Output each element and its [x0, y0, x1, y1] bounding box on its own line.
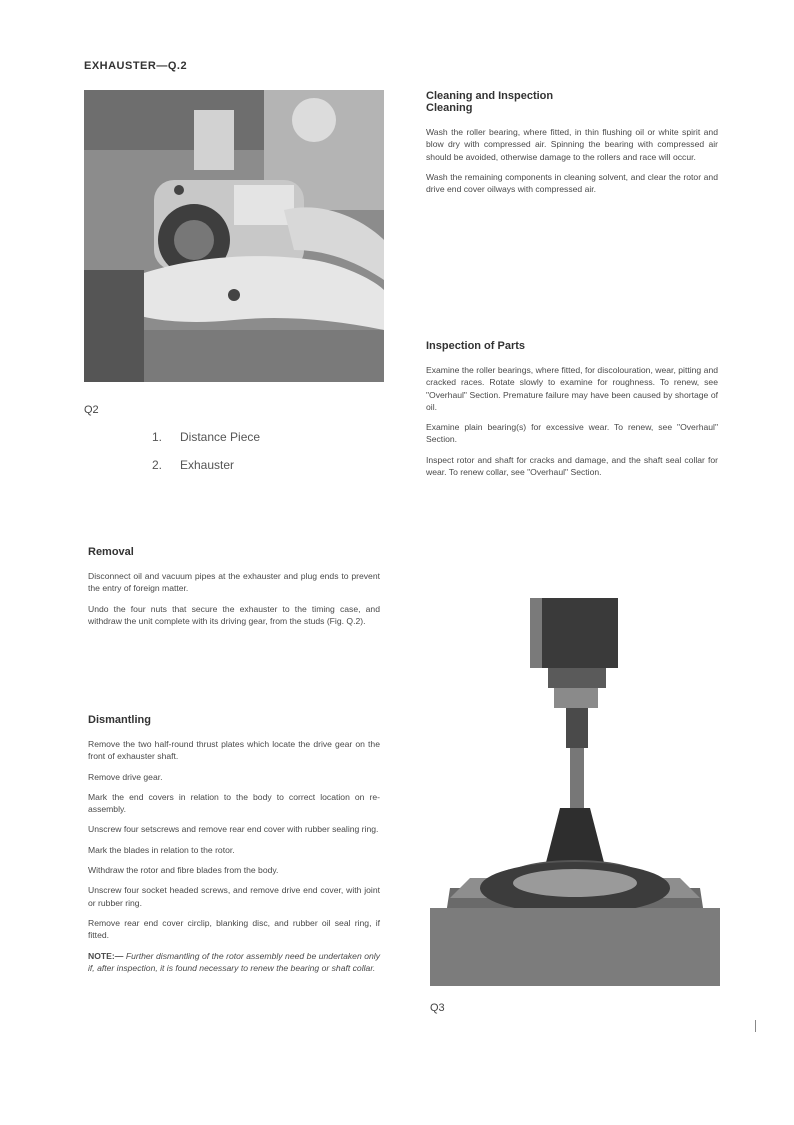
- figure-caption-q3: Q3: [430, 1002, 445, 1014]
- section-title-inspection: Inspection of Parts: [426, 340, 526, 352]
- paragraph: Examine the roller bearings, where fitted, for discolouration, wear, pitting and cracked races. Rotate slowly to examine for roughness. To renew, see "Overhaul" Section. Premature failure may have been caused by shortage of oil.: [426, 365, 718, 412]
- page-edge-mark: [755, 1020, 756, 1032]
- paragraph: Remove drive gear.: [88, 771, 163, 782]
- figure-legend-q2: [152, 430, 260, 472]
- removal-section: [88, 546, 380, 635]
- section-title-removal: Removal: [88, 546, 134, 558]
- legend-label: Distance Piece: [180, 430, 261, 444]
- section-title-dismantling: Dismantling: [88, 714, 151, 726]
- figure-caption-q2: Q2: [84, 404, 99, 416]
- exhauster-photo-illustration: [84, 90, 384, 382]
- paragraph: Unscrew four socket headed screws, and remove drive end cover, with joint or rubber ring.: [88, 885, 380, 908]
- rotor-photo-q3: [430, 578, 720, 986]
- paragraph: Wash the roller bearing, where fitted, in thin flushing oil or white spirit and blow dry with compressed air. Spinning the bearing with compressed air should be avoided, otherwise damage to the rollers and race will occur.: [426, 127, 718, 162]
- section-subtitle-cleaning: Cleaning: [426, 102, 473, 114]
- note-label: NOTE:—: [88, 950, 124, 961]
- paragraph: Mark the blades in relation to the rotor.: [88, 844, 235, 855]
- cleaning-section: [426, 90, 718, 203]
- legend-number: 2.: [152, 458, 163, 472]
- legend-number: 1.: [152, 430, 163, 444]
- paragraph: Unscrew four setscrews and remove rear end cover with rubber sealing ring.: [88, 824, 379, 835]
- exhauster-photo-q2: [84, 90, 384, 382]
- legend-item: [152, 430, 260, 444]
- dismantling-section: [88, 714, 380, 982]
- paragraph: Mark the end covers in relation to the body to correct location on re-assembly.: [88, 791, 380, 815]
- legend-item: [152, 458, 260, 472]
- paragraph: Examine plain bearing(s) for excessive wear. To renew, see "Overhaul" Section.: [426, 422, 718, 445]
- paragraph: Wash the remaining components in cleaning solvent, and clear the rotor and drive end cover oilways with compressed air.: [426, 171, 718, 195]
- rotor-photo-illustration: [430, 578, 720, 986]
- paragraph: Remove the two half-round thrust plates which locate the drive gear on the front of exhauster shaft.: [88, 739, 380, 762]
- legend-label: Exhauster: [180, 458, 235, 472]
- page-header: EXHAUSTER—Q.2: [84, 60, 188, 72]
- paragraph: Remove rear end cover circlip, blanking disc, and rubber oil seal ring, if fitted.: [88, 917, 380, 941]
- note-text: Further dismantling of the rotor assembly need be undertaken only if, after inspection, it is found necessary to renew the bearing or shaft collar.: [88, 950, 380, 973]
- inspection-section: [426, 340, 718, 486]
- section-title-cleaning-inspection: Cleaning and Inspection: [426, 90, 554, 102]
- paragraph: Withdraw the rotor and fibre blades from the body.: [88, 865, 279, 876]
- paragraph: Inspect rotor and shaft for cracks and damage, and the shaft seal collar for wear. To renew collar, see "Overhaul" Section.: [426, 454, 718, 478]
- note-paragraph: [88, 950, 380, 975]
- paragraph: Disconnect oil and vacuum pipes at the exhauster and plug ends to prevent the entry of foreign matter.: [88, 571, 380, 594]
- paragraph: Undo the four nuts that secure the exhauster to the timing case, and withdraw the unit complete with its driving gear, from the studs (Fig. Q.2).: [88, 603, 380, 626]
